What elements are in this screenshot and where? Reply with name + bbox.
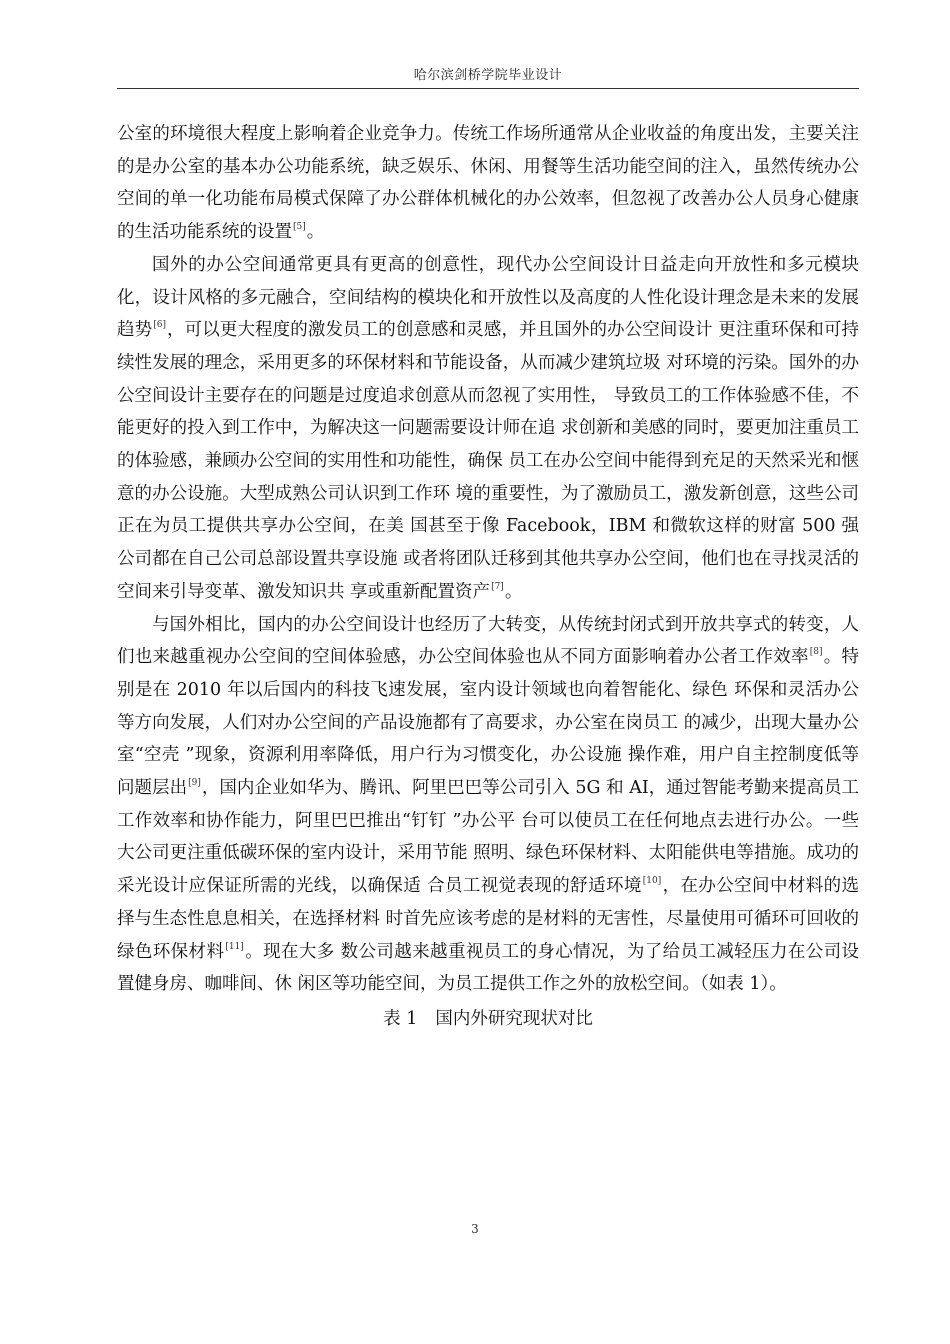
table-caption <box>117 1003 859 1035</box>
header-divider <box>117 88 859 89</box>
table-title: 国内外研究现状对比 <box>435 1008 593 1029</box>
paragraph-3-part-2: 。特别是在 2010 年以后国内的科技飞速发展，室内设计领域也向着智能化、绿色 环保和灵活办公等方向发展，人们对办公空间的产品设施都有了高要求，办公室在岗员工 的减少，出现大量办公室“空壳 ”现象，资源利用率降低，用户行为习惯变化，办公设施 操作难，用户自主控制度低等问题层出 <box>117 647 860 799</box>
paragraph-2 <box>117 249 859 609</box>
paragraph-1 <box>117 118 859 249</box>
citation-8: [8] <box>809 647 823 658</box>
body-text <box>117 118 859 1035</box>
paragraph-3-end: 。现在大多 数公司越来越重视员工的身心情况，为了给员工减轻压力在公司设置健身房、咖啡间、休 闲区等功能空间，为员工提供工作之外的放松空间。（如表 1）。 <box>117 941 860 995</box>
citation-6: [6] <box>153 320 166 331</box>
paragraph-2-text: 国外的办公空间通常更具有更高的创意性，现代办公空间设计日益走向开放性和多元模块化，设计风格的多元融合，空间结构的模块化和开放性以及高度的人性化设计理念是未来的发展趋势 <box>117 254 859 341</box>
page-number: 3 <box>471 1222 479 1236</box>
citation-5: [5] <box>293 222 306 233</box>
citation-7: [7] <box>491 581 504 592</box>
citation-9: [9] <box>188 778 201 789</box>
paragraph-1-end: 。 <box>306 222 325 243</box>
paragraph-3-part-4: ，在办公空间中材料的选择与生态性息息相关，在选择材料 时首先应该考虑的是材料的无害性，尽量使用可循环可回收的绿色环保材料 <box>117 876 859 962</box>
table-number: 表 1 <box>383 1008 418 1029</box>
citation-10: [10] <box>642 876 662 887</box>
paragraph-1-text: 公室的环境很大程度上影响着企业竞争力。传统工作场所通常从企业收益的角度出发，主要关注的是办公室的基本办公功能系统，缺乏娱乐、休闲、用餐等生活功能空间的注入，虽然传统办公空间的单一化功能布局模式保障了办公群体机械化的办公效率，但忽视了改善办公人员身心健康的生活功能系统的设置 <box>117 124 859 243</box>
paragraph-3 <box>117 609 859 1001</box>
paragraph-3-text: 与国外相比，国内的办公空间设计也经历了大转变，从传统封闭式到开放共享式的转变，人们也来越重视办公空间的空间体验感，办公空间体验也从不同方面影响着办公者工作效率 <box>117 614 859 668</box>
paragraph-2-end: 。 <box>504 581 523 602</box>
paragraph-3-part-3: ，国内企业如华为、腾讯、阿里巴巴等公司引入 5G 和 AI，通过智能考勤来提高员工工作效率和协作能力，阿里巴巴推出“钉钉 ”办公平 台可以使员工在任何地点去进行办公。一些大公司更注重低碳环保的室内设计，采用节能 照明、绿色环保材料、太阳能供电等措施。成功的采光设计应保证所需的光线，以确保适 合员工视觉表现的舒适环境 <box>117 778 859 897</box>
page-header: 哈尔滨剑桥学院毕业设计 <box>413 68 563 83</box>
citation-11: [11] <box>225 941 244 952</box>
paragraph-2-continued: ，可以更大程度的激发员工的创意感和灵感，并且国外的办公空间设计 更注重环保和可持续性发展的理念，采用更多的环保材料和节能设备，从而减少建筑垃圾 对环境的污染。国外的办公空间设计主要存在的问题是过度追求创意从而忽视了实用性， 导致员工的工作体验感不佳，不能更好的投入到工作中，为解决这一问题需要设计师在追 求创新和美感的同时，要更加注重员工的体验感，兼顾办公空间的实用性和功能性，确保 员工在办公空间中能得到充足的天然采光和惬意的办公设施。大型成熟公司认识到工作环 境的重要性，为了激励员工，激发新创意，这些公司正在为员工提供共享办公空间，在美 国甚至于像 Facebook，IBM 和微软这样的财富 500 强公司都在自己公司总部设置共享设施 或者将团队迁移到其他共享办公空间，他们也在寻找灵活的空间来引导变革、激发知识共 享或重新配置资产 <box>117 320 860 602</box>
